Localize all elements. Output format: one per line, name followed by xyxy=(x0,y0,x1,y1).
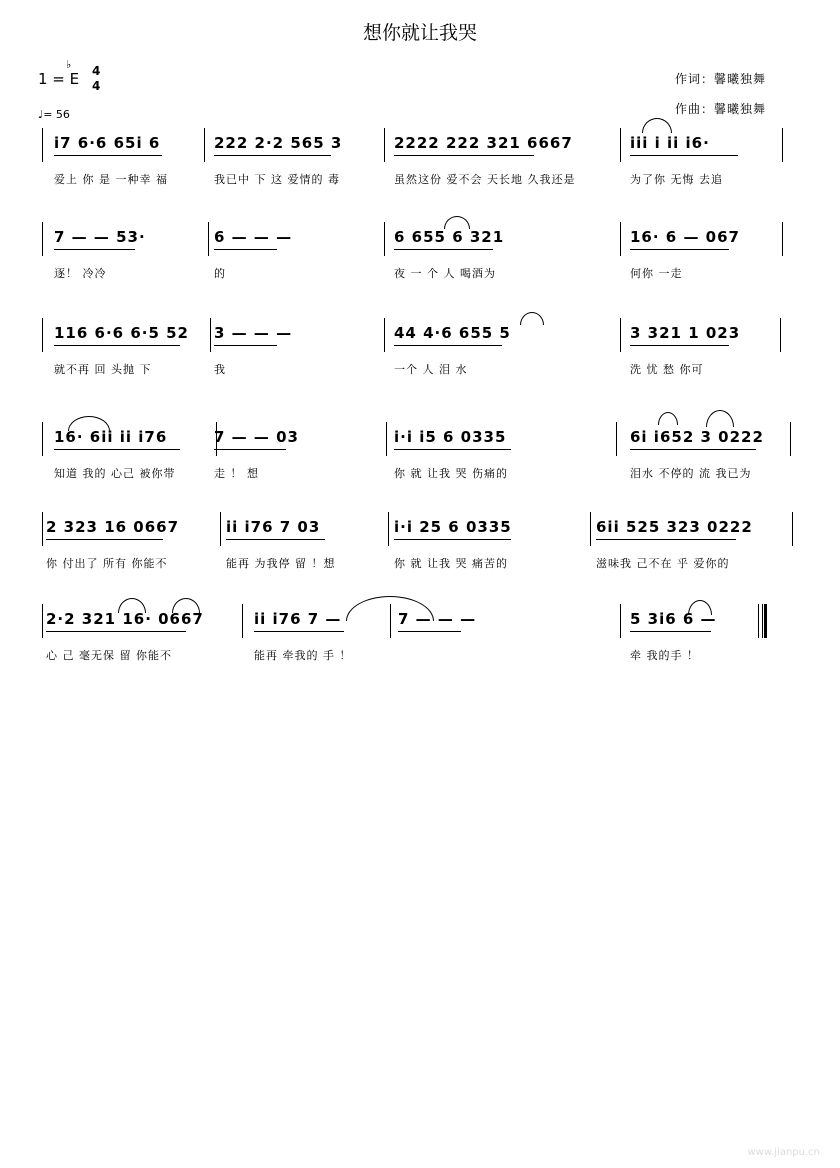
key-prefix: 1 = xyxy=(38,70,65,88)
song-title: 想你就让我哭 xyxy=(362,22,477,44)
tie-slur xyxy=(658,412,678,425)
beam-line xyxy=(46,539,163,540)
beam-line xyxy=(226,539,325,540)
final-barline-thin xyxy=(758,604,759,638)
beam-line xyxy=(394,155,534,156)
barline xyxy=(790,422,791,456)
beam-line xyxy=(630,449,756,450)
tempo-marking: ♩= 56 xyxy=(38,108,70,121)
measure-lyrics: 我 xyxy=(214,363,226,376)
measure-lyrics: 走 ！ 想 xyxy=(214,467,259,480)
tie-slur xyxy=(118,598,146,613)
lyricist-credit: 作词：馨曦独舞 xyxy=(675,72,767,86)
measure-notes: 5 3i6 6 — xyxy=(630,610,717,628)
beam-line xyxy=(214,449,286,450)
barline xyxy=(42,318,43,352)
barline xyxy=(384,222,385,256)
barline xyxy=(792,512,793,546)
barline xyxy=(620,222,621,256)
measure-lyrics: 就不再 回 头抛 下 xyxy=(54,363,152,376)
measure-notes: 44 4·6 655 5 xyxy=(394,324,511,342)
barline xyxy=(42,128,43,162)
time-sig-top: 4 xyxy=(92,64,101,78)
measure-lyrics: 滋味我 己不在 乎 爱你的 xyxy=(596,557,730,570)
flat-symbol: ♭ xyxy=(66,58,72,71)
beam-line xyxy=(394,539,511,540)
barline xyxy=(780,318,781,352)
beam-line xyxy=(46,631,186,632)
beam-line xyxy=(630,249,729,250)
barline xyxy=(242,604,243,638)
barline xyxy=(42,512,43,546)
measure-lyrics: 你 付出了 所有 你能不 xyxy=(46,557,168,570)
measure-notes: 222 2·2 565 3 xyxy=(214,134,343,152)
watermark: www.jianpu.cn xyxy=(747,1147,820,1158)
key-signature xyxy=(38,70,79,88)
beam-line xyxy=(630,155,738,156)
composer-credit: 作曲：馨曦独舞 xyxy=(675,102,767,116)
measure-lyrics: 泪水 不停的 流 我已为 xyxy=(630,467,752,480)
beam-line xyxy=(54,249,135,250)
tie-slur xyxy=(642,118,672,133)
measure-notes: 6ii 525 323 0222 xyxy=(596,518,753,536)
measure-lyrics: 虽然这份 爱不会 天长地 久我还是 xyxy=(394,173,576,186)
measure-lyrics: 知道 我的 心己 被你带 xyxy=(54,467,176,480)
barline xyxy=(620,318,621,352)
measure-notes: 7 — — — xyxy=(398,610,477,628)
measure-lyrics: 一个 人 泪 水 xyxy=(394,363,468,376)
measure-notes: 16· 6ii ii i76 xyxy=(54,428,168,446)
measure-lyrics: 能再 牵我的 手 ！ xyxy=(254,649,352,662)
barline xyxy=(42,222,43,256)
barline xyxy=(782,128,783,162)
beam-line xyxy=(394,249,493,250)
beam-line xyxy=(630,345,729,346)
barline xyxy=(590,512,591,546)
measure-lyrics: 牵 我的手 ！ xyxy=(630,649,699,662)
beam-line xyxy=(54,345,180,346)
barline xyxy=(384,318,385,352)
barline xyxy=(204,128,205,162)
measure-lyrics: 能再 为我停 留 ！想 xyxy=(226,557,336,570)
beam-line xyxy=(214,155,331,156)
measure-lyrics: 洗 忧 愁 你可 xyxy=(630,363,704,376)
measure-notes: 2·2 321 16· 0667 xyxy=(46,610,204,628)
barline xyxy=(386,422,387,456)
measure-notes: i·i i5 6 0335 xyxy=(394,428,507,446)
measure-notes: 6 — — — xyxy=(214,228,293,246)
tie-slur xyxy=(688,600,712,615)
measure-notes: 6 655 6 321 xyxy=(394,228,505,246)
measure-lyrics: 我已中 下 这 爱情的 毒 xyxy=(214,173,340,186)
beam-line xyxy=(596,539,736,540)
barline xyxy=(762,604,763,638)
measure-lyrics: 爱上 你 是 一种幸 福 xyxy=(54,173,168,186)
measure-lyrics: 你 就 让我 哭 伤痛的 xyxy=(394,467,508,480)
measure-notes: 116 6·6 6·5 52 xyxy=(54,324,189,342)
tie-slur xyxy=(68,416,110,431)
measure-notes: 6i i652 3 0222 xyxy=(630,428,764,446)
measure-notes: i7 6·6 65i 6 xyxy=(54,134,161,152)
beam-line xyxy=(394,449,511,450)
barline xyxy=(210,318,211,352)
measure-notes: i·i 25 6 0335 xyxy=(394,518,512,536)
measure-lyrics: 夜 一 个 人 喝酒为 xyxy=(394,267,496,280)
key-note: E xyxy=(69,70,80,88)
barline xyxy=(782,222,783,256)
measure-lyrics: 心 己 毫无保 留 你能不 xyxy=(46,649,172,662)
barline xyxy=(620,128,621,162)
measure-lyrics: 为了你 无悔 去追 xyxy=(630,173,723,186)
measure-notes: 3 321 1 023 xyxy=(630,324,741,342)
measure-notes: 7 — — 03 xyxy=(214,428,299,446)
barline xyxy=(208,222,209,256)
beam-line xyxy=(214,345,277,346)
barline xyxy=(388,512,389,546)
measure-lyrics: 逐！ 冷冷 xyxy=(54,267,107,280)
tie-slur xyxy=(706,410,734,427)
beam-line xyxy=(394,345,502,346)
measure-lyrics: 何你 一走 xyxy=(630,267,683,280)
measure-notes: 7 — — 53· xyxy=(54,228,146,246)
measure-notes: 2222 222 321 6667 xyxy=(394,134,573,152)
measure-lyrics: 你 就 让我 哭 痛苦的 xyxy=(394,557,508,570)
barline xyxy=(42,604,43,638)
barline xyxy=(384,128,385,162)
barline xyxy=(616,422,617,456)
measure-notes: 3 — — — xyxy=(214,324,293,342)
final-barline-thick xyxy=(764,604,767,638)
beam-line xyxy=(630,631,711,632)
measure-notes: 16· 6 — 067 xyxy=(630,228,740,246)
tie-slur xyxy=(346,596,434,621)
measure-notes: ii i76 7 — xyxy=(254,610,342,628)
time-sig-bottom: 4 xyxy=(92,79,101,93)
beam-line xyxy=(398,631,461,632)
beam-line xyxy=(54,155,162,156)
beam-line xyxy=(254,631,344,632)
measure-notes: 2 323 16 0667 xyxy=(46,518,180,536)
measure-notes: ii i76 7 03 xyxy=(226,518,321,536)
beam-line xyxy=(214,249,277,250)
barline xyxy=(220,512,221,546)
measure-lyrics: 的 xyxy=(214,267,226,280)
tie-slur xyxy=(520,312,544,325)
barline xyxy=(42,422,43,456)
measure-notes: iii i ii i6· xyxy=(630,134,710,152)
tie-slur xyxy=(444,216,470,229)
beam-line xyxy=(54,449,180,450)
barline xyxy=(620,604,621,638)
tie-slur xyxy=(172,598,200,613)
time-signature xyxy=(92,64,100,94)
